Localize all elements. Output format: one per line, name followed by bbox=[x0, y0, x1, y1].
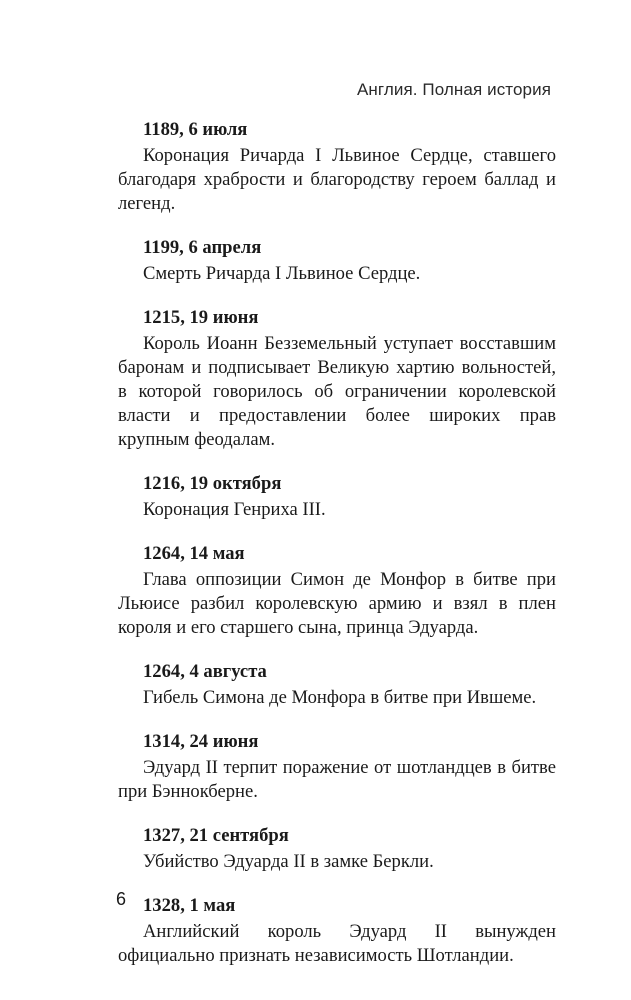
entry-date: 1328, 1 мая bbox=[143, 895, 236, 916]
entry-date: 1327, 21 сентября bbox=[143, 825, 289, 846]
entry-text: Английский король Эдуард II вынужден официально признать независимость Шотландии. bbox=[118, 921, 556, 966]
entry-date: 1215, 19 июня bbox=[143, 307, 259, 328]
entry-date: 1216, 19 октября bbox=[143, 473, 282, 494]
entry-date: 1264, 4 августа bbox=[143, 661, 267, 682]
entry-date: 1199, 6 апреля bbox=[143, 237, 262, 258]
entry-text: Коронация Генриха III. bbox=[143, 499, 326, 520]
chronology-entry bbox=[118, 306, 556, 452]
entry-text: Смерть Ричарда I Львиное Сердце. bbox=[143, 263, 421, 284]
entry-text: Эдуард II терпит поражение от шотландцев в битве при Бэннокберне. bbox=[118, 757, 556, 802]
entry-text: Коронация Ричарда I Львиное Сердце, ставшего благодаря храбрости и благородству героем баллад и легенд. bbox=[118, 145, 556, 214]
entry-date: 1189, 6 июля bbox=[143, 119, 248, 140]
page-number: 6 bbox=[116, 889, 127, 909]
entry-text: Гибель Симона де Монфора в битве при Ившеме. bbox=[143, 687, 537, 708]
chronology-entry bbox=[118, 542, 556, 640]
entry-date: 1264, 14 мая bbox=[143, 543, 245, 564]
chronology-entry bbox=[118, 660, 556, 710]
entry-date: 1314, 24 июня bbox=[143, 731, 259, 752]
entry-text: Король Иоанн Безземельный уступает восставшим баронам и подписывает Великую хартию вольностей, в которой говорилось об ограничении королевской власти и предоставлении более широких прав крупным феодалам. bbox=[118, 333, 556, 450]
chronology-entry bbox=[118, 894, 556, 968]
chronology-entry bbox=[118, 824, 556, 874]
chronology-list bbox=[118, 118, 556, 988]
entry-text: Убийство Эдуарда II в замке Беркли. bbox=[143, 851, 434, 872]
running-header: Англия. Полная история bbox=[356, 80, 551, 99]
entry-text: Глава оппозиции Симон де Монфор в битве при Льюисе разбил королевскую армию и взял в плен короля и его старшего сына, принца Эдуарда. bbox=[118, 569, 556, 638]
chronology-entry bbox=[118, 730, 556, 804]
chronology-entry bbox=[118, 236, 556, 286]
chronology-entry bbox=[118, 118, 556, 216]
chronology-entry bbox=[118, 472, 556, 522]
